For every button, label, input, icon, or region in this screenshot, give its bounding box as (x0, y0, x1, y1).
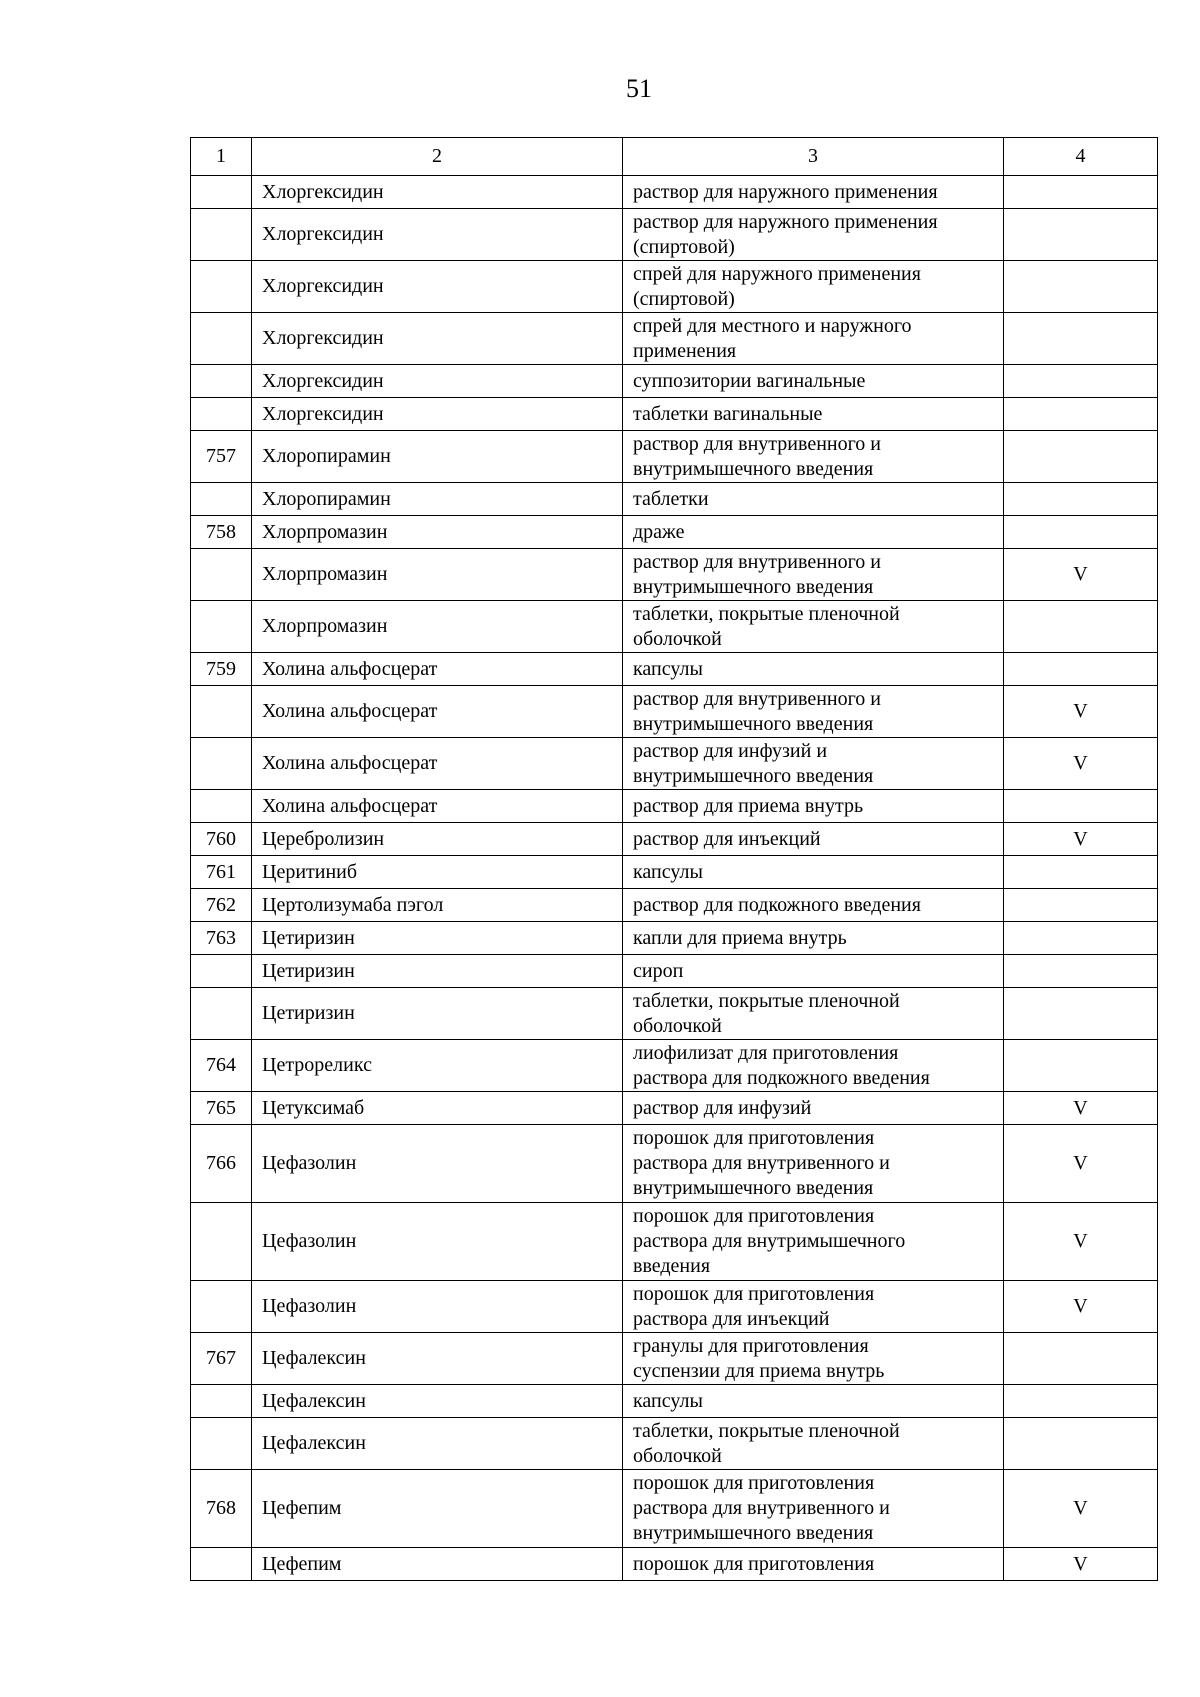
vital-mark-cell: V (1004, 823, 1158, 856)
dosage-form-cell: таблетки вагинальные (623, 398, 1004, 431)
vital-mark-cell: V (1004, 1125, 1158, 1203)
vital-mark-cell (1004, 856, 1158, 889)
drug-name-cell: Холина альфосцерат (252, 738, 623, 790)
drug-name-cell: Цефазолин (252, 1281, 623, 1333)
column-header-2: 2 (252, 138, 623, 176)
vital-mark-cell: V (1004, 1281, 1158, 1333)
table-row (191, 856, 1158, 889)
dosage-form-cell: драже (623, 516, 1004, 549)
table-row (191, 1040, 1158, 1092)
row-number-cell (191, 1385, 252, 1418)
page-number: 51 (626, 74, 652, 103)
dosage-form-cell: раствор для инфузий (623, 1092, 1004, 1125)
table-row (191, 261, 1158, 313)
dosage-form-cell: раствор для наружного применения (623, 176, 1004, 209)
dosage-form-cell: порошок для приготовления раствора для внутривенного и внутримышечного введения (623, 1125, 1004, 1203)
row-number-cell: 757 (191, 431, 252, 483)
table-row (191, 738, 1158, 790)
vital-mark-cell (1004, 431, 1158, 483)
row-number-cell: 760 (191, 823, 252, 856)
drug-name-cell: Цетрореликс (252, 1040, 623, 1092)
table-row (191, 601, 1158, 653)
vital-mark-cell (1004, 1385, 1158, 1418)
drug-name-cell: Хлоргексидин (252, 313, 623, 365)
vital-mark-cell: V (1004, 1470, 1158, 1548)
dosage-form-cell: капсулы (623, 653, 1004, 686)
dosage-form-cell: таблетки, покрытые пленочной оболочкой (623, 1418, 1004, 1470)
dosage-form-cell: капсулы (623, 1385, 1004, 1418)
table-row (191, 823, 1158, 856)
drug-name-cell: Цетуксимаб (252, 1092, 623, 1125)
table-row (191, 653, 1158, 686)
row-number-cell: 758 (191, 516, 252, 549)
drug-name-cell: Хлоропирамин (252, 431, 623, 483)
drug-name-cell: Цефепим (252, 1470, 623, 1548)
drug-name-cell: Цетиризин (252, 988, 623, 1040)
dosage-form-cell: лиофилизат для приготовления раствора для подкожного введения (623, 1040, 1004, 1092)
row-number-cell: 762 (191, 889, 252, 922)
drug-name-cell: Цефалексин (252, 1333, 623, 1385)
table-row (191, 922, 1158, 955)
row-number-cell: 768 (191, 1470, 252, 1548)
drug-name-cell: Церитиниб (252, 856, 623, 889)
table-row (191, 176, 1158, 209)
vital-mark-cell (1004, 922, 1158, 955)
table-row (191, 955, 1158, 988)
vital-mark-cell (1004, 790, 1158, 823)
column-header-1: 1 (191, 138, 252, 176)
dosage-form-cell: порошок для приготовления раствора для внутривенного и внутримышечного введения (623, 1470, 1004, 1548)
table-row (191, 398, 1158, 431)
drug-name-cell: Церебролизин (252, 823, 623, 856)
drug-name-cell: Хлорпромазин (252, 601, 623, 653)
column-header-3: 3 (623, 138, 1004, 176)
row-number-cell: 764 (191, 1040, 252, 1092)
dosage-form-cell: раствор для внутривенного и внутримышечного введения (623, 431, 1004, 483)
table-row (191, 1092, 1158, 1125)
vital-mark-cell (1004, 988, 1158, 1040)
vital-mark-cell: V (1004, 549, 1158, 601)
vital-mark-cell: V (1004, 1092, 1158, 1125)
drug-name-cell: Холина альфосцерат (252, 686, 623, 738)
table-row (191, 313, 1158, 365)
vital-mark-cell: V (1004, 738, 1158, 790)
drug-name-cell: Хлорпромазин (252, 516, 623, 549)
vital-mark-cell (1004, 261, 1158, 313)
row-number-cell (191, 1203, 252, 1281)
vital-mark-cell: V (1004, 686, 1158, 738)
row-number-cell (191, 686, 252, 738)
dosage-form-cell: таблетки, покрытые пленочной оболочкой (623, 601, 1004, 653)
row-number-cell: 765 (191, 1092, 252, 1125)
dosage-form-cell: порошок для приготовления (623, 1548, 1004, 1581)
row-number-cell: 763 (191, 922, 252, 955)
drug-name-cell: Цефалексин (252, 1385, 623, 1418)
dosage-form-cell: капсулы (623, 856, 1004, 889)
drug-name-cell: Цетиризин (252, 922, 623, 955)
row-number-cell: 759 (191, 653, 252, 686)
dosage-form-cell: спрей для наружного применения (спиртовой) (623, 261, 1004, 313)
row-number-cell (191, 955, 252, 988)
drug-name-cell: Холина альфосцерат (252, 790, 623, 823)
vital-mark-cell (1004, 1333, 1158, 1385)
drug-name-cell: Цетиризин (252, 955, 623, 988)
vital-mark-cell (1004, 516, 1158, 549)
vital-mark-cell (1004, 209, 1158, 261)
table-row (191, 483, 1158, 516)
table-row (191, 431, 1158, 483)
vital-mark-cell (1004, 365, 1158, 398)
table-row (191, 549, 1158, 601)
vital-mark-cell (1004, 1040, 1158, 1092)
row-number-cell (191, 483, 252, 516)
table-row (191, 1333, 1158, 1385)
table-row (191, 1385, 1158, 1418)
drug-name-cell: Цефалексин (252, 1418, 623, 1470)
drug-name-cell: Цефепим (252, 1548, 623, 1581)
row-number-cell (191, 398, 252, 431)
dosage-form-cell: гранулы для приготовления суспензии для приема внутрь (623, 1333, 1004, 1385)
row-number-cell (191, 313, 252, 365)
drug-name-cell: Хлоропирамин (252, 483, 623, 516)
drug-name-cell: Хлоргексидин (252, 398, 623, 431)
table-row (191, 1125, 1158, 1203)
table-row (191, 209, 1158, 261)
row-number-cell (191, 261, 252, 313)
table-row (191, 889, 1158, 922)
row-number-cell (191, 738, 252, 790)
dosage-form-cell: спрей для местного и наружного применения (623, 313, 1004, 365)
table-header-row (191, 138, 1158, 176)
vital-mark-cell (1004, 483, 1158, 516)
drug-name-cell: Холина альфосцерат (252, 653, 623, 686)
dosage-form-cell: раствор для внутривенного и внутримышечного введения (623, 549, 1004, 601)
dosage-form-cell: раствор для наружного применения (спиртовой) (623, 209, 1004, 261)
drug-table (190, 137, 1158, 1581)
drug-name-cell: Хлоргексидин (252, 176, 623, 209)
vital-mark-cell (1004, 955, 1158, 988)
drug-name-cell: Хлоргексидин (252, 209, 623, 261)
row-number-cell: 761 (191, 856, 252, 889)
row-number-cell (191, 601, 252, 653)
dosage-form-cell: капли для приема внутрь (623, 922, 1004, 955)
row-number-cell: 766 (191, 1125, 252, 1203)
row-number-cell (191, 365, 252, 398)
vital-mark-cell (1004, 313, 1158, 365)
drug-name-cell: Цертолизумаба пэгол (252, 889, 623, 922)
dosage-form-cell: порошок для приготовления раствора для инъекций (623, 1281, 1004, 1333)
row-number-cell (191, 209, 252, 261)
dosage-form-cell: таблетки, покрытые пленочной оболочкой (623, 988, 1004, 1040)
dosage-form-cell: раствор для подкожного введения (623, 889, 1004, 922)
dosage-form-cell: раствор для приема внутрь (623, 790, 1004, 823)
table-row (191, 1203, 1158, 1281)
drug-name-cell: Хлоргексидин (252, 261, 623, 313)
drug-name-cell: Хлорпромазин (252, 549, 623, 601)
vital-mark-cell (1004, 653, 1158, 686)
table-row (191, 516, 1158, 549)
table-row (191, 1418, 1158, 1470)
dosage-form-cell: раствор для инъекций (623, 823, 1004, 856)
drug-name-cell: Цефазолин (252, 1203, 623, 1281)
dosage-form-cell: раствор для внутривенного и внутримышечного введения (623, 686, 1004, 738)
vital-mark-cell (1004, 1418, 1158, 1470)
dosage-form-cell: таблетки (623, 483, 1004, 516)
vital-mark-cell: V (1004, 1548, 1158, 1581)
table-row (191, 1281, 1158, 1333)
dosage-form-cell: сироп (623, 955, 1004, 988)
drug-name-cell: Хлоргексидин (252, 365, 623, 398)
table-row (191, 988, 1158, 1040)
vital-mark-cell (1004, 601, 1158, 653)
dosage-form-cell: порошок для приготовления раствора для внутримышечного введения (623, 1203, 1004, 1281)
row-number-cell (191, 1548, 252, 1581)
vital-mark-cell (1004, 398, 1158, 431)
table-row (191, 1470, 1158, 1548)
row-number-cell (191, 1281, 252, 1333)
dosage-form-cell: раствор для инфузий и внутримышечного введения (623, 738, 1004, 790)
table-body (191, 176, 1158, 1581)
dosage-form-cell: суппозитории вагинальные (623, 365, 1004, 398)
row-number-cell (191, 790, 252, 823)
table-row (191, 686, 1158, 738)
table-row (191, 365, 1158, 398)
row-number-cell (191, 988, 252, 1040)
row-number-cell: 767 (191, 1333, 252, 1385)
vital-mark-cell: V (1004, 1203, 1158, 1281)
vital-mark-cell (1004, 889, 1158, 922)
table-row (191, 1548, 1158, 1581)
drug-name-cell: Цефазолин (252, 1125, 623, 1203)
row-number-cell (191, 176, 252, 209)
vital-mark-cell (1004, 176, 1158, 209)
row-number-cell (191, 1418, 252, 1470)
table-row (191, 790, 1158, 823)
column-header-4: 4 (1004, 138, 1158, 176)
row-number-cell (191, 549, 252, 601)
